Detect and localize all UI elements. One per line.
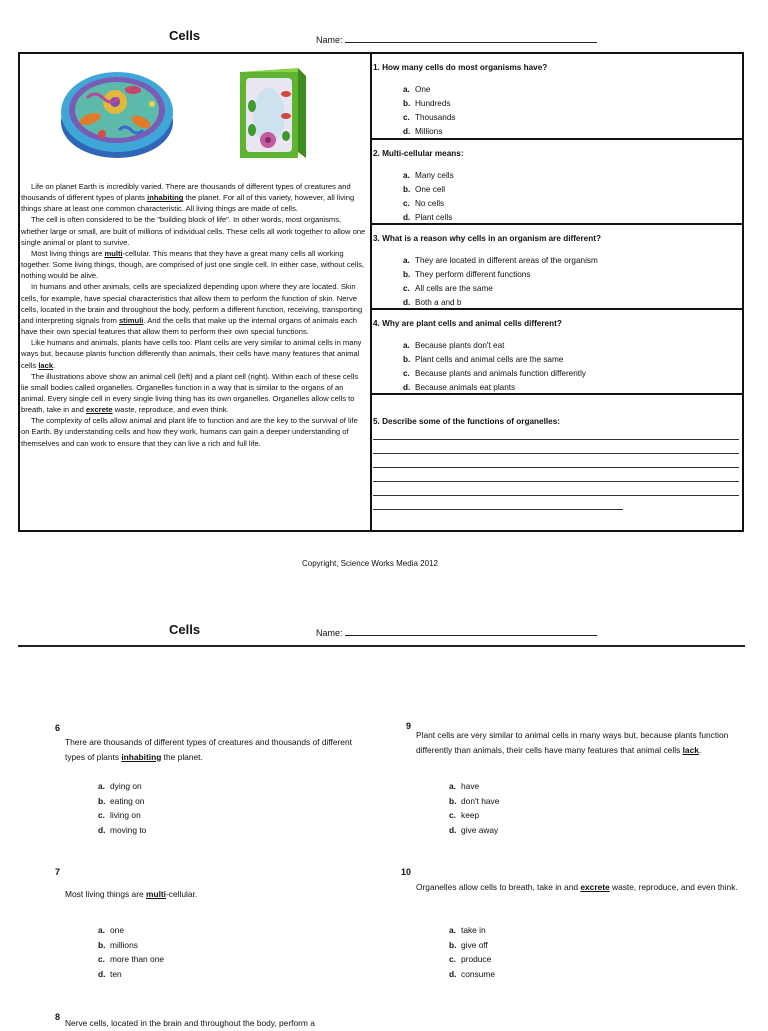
option-text: Many cells [415,171,454,180]
option-b[interactable] [403,97,456,111]
question-number: 7 [55,867,61,877]
animal-cell-illustration [57,64,175,160]
text-run: Most living things are [31,248,105,258]
text-run: Organelles allow cells to breath, take in and [416,882,581,892]
option-a[interactable] [449,923,495,938]
option-c[interactable] [403,282,598,296]
question-box-2 [371,140,744,225]
name-blank-line[interactable] [345,33,597,43]
reading-column [20,54,372,530]
name-label: Name: [316,35,343,45]
text-run: There are thousands of different types of creatures and thousands of different types of plants [65,737,352,762]
option-c[interactable] [98,808,146,823]
option-letter: a. [403,256,410,265]
text-run: waste, reproduce, and even think. [112,405,229,415]
vocab-word: stimuli [118,315,144,325]
option-b[interactable] [403,268,598,282]
text-run: Life on planet Earth is incredibly varied. There are thousands of different types of creatures and thousands of different types of plants [21,182,351,203]
answer-line[interactable] [373,509,623,510]
option-letter: c. [449,954,456,965]
option-text: Both a and b [415,298,462,308]
text-run: The cell is often considered to be the "building block of life". In other words, most organisms, whether large or small, are built of millions of individual cells. These cells all work together to allow one single animal or plant to survive. [21,215,366,247]
text-run: -cellular. This means that they have a great many cells all working together. Some living things, though, are comprised of just one single cell. In either case, without cells, nothing would be alive. [21,248,365,281]
question-heading: 1. How many cells do most organisms have? [373,63,548,72]
option-text: moving to [110,825,147,836]
option-letter: b. [98,939,106,950]
option-text: No cells [415,199,445,209]
question-heading: 4. Why are plant cells and animal cells different? [373,319,562,328]
worksheet-title: Cells [169,28,201,43]
option-letter: c. [98,954,105,965]
question-box-3 [371,225,744,310]
text-run: waste, reproduce, and even think. [609,882,738,892]
option-letter: d. [403,127,411,137]
option-text: They are located in different areas of the organism [415,256,598,265]
vocab-word: inhabiting [121,751,162,762]
option-d[interactable] [403,125,456,139]
option-b[interactable] [98,794,146,809]
passage-paragraph [21,214,367,247]
answer-line[interactable] [373,467,739,468]
option-letter: c. [403,284,410,294]
option-letter: c. [403,199,410,209]
option-text: more than one [110,954,165,965]
option-b[interactable] [449,794,499,809]
option-c[interactable] [449,952,495,967]
copyright-text: Copyright, Science Works Media 2012 [302,559,438,568]
option-a[interactable] [449,779,499,794]
option-b[interactable] [403,353,586,367]
question-box-1 [371,54,744,140]
option-letter: d. [403,213,411,223]
name-label: Name: [316,628,343,638]
vocab-word: lack [38,360,54,370]
option-letter: c. [403,369,410,379]
option-a[interactable] [403,83,456,97]
options-list [403,169,454,225]
option-text: take in [461,925,486,935]
option-text: consume [461,969,495,980]
option-letter: a. [403,341,410,350]
option-letter: c. [403,113,410,123]
name-field-2[interactable] [316,626,597,638]
passage-paragraph [21,337,367,370]
option-letter: c. [449,810,456,821]
option-letter: d. [98,825,106,836]
option-text: Because plants don't eat [415,341,505,350]
option-text: Thousands [415,113,456,123]
text-run: -cellular. [166,889,198,899]
option-letter: a. [403,171,410,180]
option-b[interactable] [403,183,454,197]
option-text: eating on [110,795,145,806]
option-a[interactable] [98,779,146,794]
question-box-5 [371,395,744,530]
option-d[interactable] [98,967,164,982]
option-d[interactable] [449,823,499,838]
text-run: Nerve cells, located in the brain and throughout the body, perform a [65,1018,315,1028]
name-field[interactable] [316,33,597,45]
vocab-word: inhabiting [147,193,184,203]
option-text: produce [461,954,492,965]
text-run: In humans and other animals, cells are specialized depending upon where they are located. Skin cells, for example, have special characteristics that allow them to perform the function of skin. Nerve cells, located in the brain and throughout the body, perform a different function, receiving, transporting and interpreting signals from [21,282,363,325]
question-number: 6 [55,723,61,733]
option-a[interactable] [403,169,454,183]
name-blank-line[interactable] [345,626,597,636]
option-letter: b. [449,939,457,950]
question-text [416,728,746,757]
options-list [403,339,586,395]
option-letter: b. [98,795,106,806]
option-letter: d. [449,825,457,836]
option-text: millions [110,939,138,950]
answer-line[interactable] [373,439,739,440]
text-run: . [53,360,56,370]
vocab-word: lack [682,744,699,755]
option-letter: a. [449,925,456,935]
text-run: Like humans and animals, plants have cells too. Plant cells are very similar to animal cells in many ways but, because plants function differently than animals, their cells have many features that animal cells [21,338,362,370]
question-heading: 3. What is a reason why cells in an organism are different? [373,234,601,243]
option-text: One cell [415,185,446,195]
option-text: one [110,925,124,935]
header-rule [18,645,745,647]
passage-paragraph [21,248,367,281]
option-d[interactable] [403,381,586,395]
text-run: The complexity of cells allow animal and plant life to function and are the key to the survival of life on Earth. By understanding cells and how they work, humans can gain a deeper understanding of themselves and can work to ensure that they can live a rich and full life. [21,416,358,448]
option-c[interactable] [403,367,586,381]
plant-cell-illustration [228,66,308,162]
option-letter: d. [403,383,411,393]
option-text: living on [110,810,141,821]
options-list [449,779,499,838]
answer-line[interactable] [373,453,739,454]
option-text: One [415,85,431,94]
option-c[interactable] [403,111,456,125]
option-c[interactable] [449,808,499,823]
option-letter: d. [403,298,411,308]
question-text [65,1016,370,1031]
option-a[interactable] [98,923,164,938]
option-text: have [461,781,480,791]
option-text: Plant cells [415,213,453,223]
question-text [65,887,370,902]
passage-paragraph [21,181,367,214]
option-a[interactable] [403,254,598,268]
option-text: dying on [110,781,142,791]
passage-paragraph [21,371,367,416]
text-run: the planet. For all of this variety, however, all living things share at least one common characteristic. All living things are made of cells. [21,193,355,214]
option-letter: c. [98,810,105,821]
option-b[interactable] [98,938,164,953]
option-letter: a. [449,781,456,791]
vocab-word: excrete [580,882,610,892]
option-letter: b. [403,99,411,109]
option-d[interactable] [403,296,598,310]
option-letter: a. [98,925,105,935]
options-list [449,923,495,982]
option-a[interactable] [403,339,586,353]
vocab-word: multi [146,889,167,899]
question-number: 10 [401,867,412,877]
option-d[interactable] [403,211,454,225]
passage-paragraph [21,415,367,448]
text-run: . And the cells that make up the internal organs of animals each have their own special features that allow them to perform their own special functions. [21,315,358,337]
option-text: Millions [415,127,443,137]
option-letter: b. [403,355,411,365]
text-run: The illustrations above show an animal cell (left) and a plant cell (right). Within each of these cells lie small bodies called organelles. Organelles function in a way that is similar to the organs of an animal. Every single cell in every single living thing has its own organelles. Organelles allow cells to breath, take in and [21,371,359,415]
option-text: Because animals eat plants [415,383,516,393]
question-box-4 [371,310,744,395]
question-number: 9 [406,721,412,731]
text-run: Plant cells are very similar to animal cells in many ways but, because plants function differently than animals, their cells have many features that animal cells [416,730,729,755]
vocab-word: excrete [86,405,113,415]
option-text: give away [461,825,499,836]
option-letter: b. [449,795,457,806]
option-text: All cells are the same [415,284,493,294]
option-letter: a. [98,781,105,791]
text-run: the planet. [161,751,203,762]
option-text: Because plants and animals function differently [415,369,586,379]
option-d[interactable] [449,967,495,982]
option-text: ten [110,969,122,980]
option-b[interactable] [449,938,495,953]
option-letter: a. [403,85,410,94]
options-list [403,254,598,310]
question-number: 8 [55,1012,61,1022]
option-text: don't have [461,795,500,806]
option-letter: d. [449,969,457,980]
option-d[interactable] [98,823,146,838]
vocab-word: multi [104,248,123,258]
passage-paragraph [21,281,367,337]
option-letter: b. [403,185,411,195]
answer-line[interactable] [373,495,739,496]
option-text: give off [461,939,488,950]
reading-passage [21,181,367,449]
question-text [416,880,746,895]
options-list [403,83,456,139]
answer-line[interactable] [373,481,739,482]
worksheet-title-2: Cells [169,622,201,637]
option-letter: d. [98,969,106,980]
text-run: Most living things are [65,889,146,899]
question-text [65,735,370,764]
worksheet-frame [18,52,744,532]
option-c[interactable] [403,197,454,211]
options-list [98,779,146,838]
option-text: Plant cells and animal cells are the same [415,355,564,365]
question-heading: 2. Multi-cellular means: [373,149,464,158]
question-heading: 5. Describe some of the functions of organelles: [373,417,560,426]
text-run: . [698,744,702,755]
option-text: Hundreds [415,99,451,109]
option-text: keep [461,810,480,821]
options-list [98,923,164,982]
option-text: They perform different functions [415,270,531,280]
option-letter: b. [403,270,411,280]
option-c[interactable] [98,952,164,967]
